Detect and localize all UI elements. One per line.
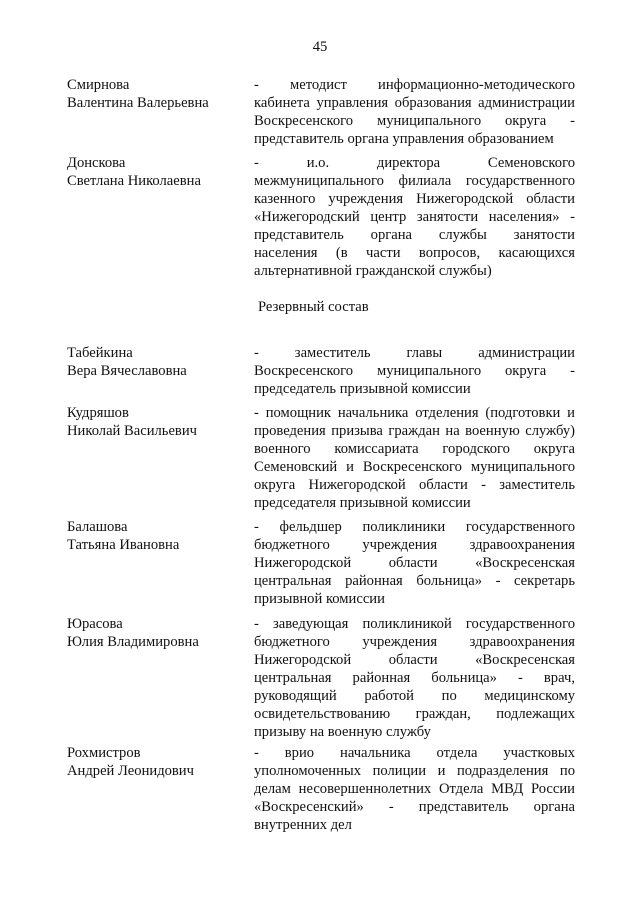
member-role	[254, 744, 575, 834]
role-line: - врио начальника отдела участковых	[254, 745, 575, 761]
page-number: 45	[312, 39, 328, 55]
role-line: населения (в части вопросов, касающихся	[254, 245, 575, 261]
member-role	[254, 404, 575, 512]
member-name	[67, 76, 252, 112]
role-line: председатель призывной комиссии	[254, 381, 471, 397]
member-given-names: Валентина Валерьевна	[67, 95, 209, 111]
role-line: «Воскресенский» - представитель органа	[254, 799, 575, 815]
role-line: делам несовершеннолетних Отдела МВД России	[254, 781, 575, 797]
member-name	[67, 615, 252, 651]
role-line: руководящий работой по медицинскому	[254, 688, 575, 704]
role-line: военного комиссариата городского округа	[254, 441, 575, 457]
role-line: - помощник начальника отделения (подготовки и	[254, 405, 575, 421]
role-line: центральная районная больница» - врач,	[254, 670, 575, 686]
member-role	[254, 615, 575, 741]
role-line: кабинета управления образования администрации	[254, 95, 575, 111]
role-line: округа Нижегородской области - заместитель	[254, 477, 575, 493]
member-given-names: Татьяна Ивановна	[67, 537, 180, 553]
role-line: бюджетного учреждения здравоохранения	[254, 537, 575, 553]
role-line: призывной комиссии	[254, 591, 385, 607]
member-name	[67, 154, 252, 190]
role-line: внутренних дел	[254, 817, 352, 833]
member-surname: Юрасова	[67, 616, 123, 632]
member-name	[67, 404, 252, 440]
member-surname: Смирнова	[67, 77, 130, 93]
member-surname: Донскова	[67, 155, 126, 171]
role-line: центральная районная больница» - секретарь	[254, 573, 575, 589]
role-line: Воскресенского муниципального округа -	[254, 113, 575, 129]
role-line: призыву на военную службу	[254, 724, 431, 740]
role-line: - и.о. директора Семеновского	[254, 155, 575, 171]
member-name	[67, 344, 252, 380]
member-given-names: Юлия Владимировна	[67, 634, 199, 650]
role-line: альтернативной гражданской службы)	[254, 263, 492, 279]
member-given-names: Вера Вячеславовна	[67, 363, 187, 379]
role-line: Семеновский и Воскресенского муниципального	[254, 459, 575, 475]
role-line: Воскресенского муниципального округа -	[254, 363, 575, 379]
role-line: казенного учреждения Нижегородской области	[254, 191, 575, 207]
role-line: Нижегородской области «Воскресенская	[254, 652, 575, 668]
role-line: Нижегородской области «Воскресенская	[254, 555, 575, 571]
role-line: представитель органа службы занятости	[254, 227, 575, 243]
role-line: - фельдшер поликлиники государственного	[254, 519, 575, 535]
role-line: - заведующая поликлиникой государственного	[254, 616, 575, 632]
role-line: представитель органа управления образованием	[254, 131, 554, 147]
role-line: бюджетного учреждения здравоохранения	[254, 634, 575, 650]
member-given-names: Андрей Леонидович	[67, 763, 194, 779]
member-role	[254, 518, 575, 608]
member-surname: Табейкина	[67, 345, 133, 361]
role-line: проведения призыва граждан на военную службу)	[254, 423, 575, 439]
member-role	[254, 76, 575, 148]
member-surname: Кудряшов	[67, 405, 129, 421]
member-name	[67, 518, 252, 554]
member-surname: Рохмистров	[67, 745, 141, 761]
member-given-names: Светлана Николаевна	[67, 173, 201, 189]
member-name	[67, 744, 252, 780]
role-line: уполномоченных полиции и подразделения по	[254, 763, 575, 779]
role-line: освидетельствованию граждан, подлежащих	[254, 706, 575, 722]
member-role	[254, 154, 575, 280]
role-line: - заместитель главы администрации	[254, 345, 575, 361]
role-line: - методист информационно-методического	[254, 77, 575, 93]
member-role	[254, 344, 575, 398]
reserve-section-title: Резервный состав	[258, 299, 369, 315]
role-line: «Нижегородский центр занятости населения» -	[254, 209, 575, 225]
role-line: председателя призывной комиссии	[254, 495, 471, 511]
member-surname: Балашова	[67, 519, 128, 535]
member-given-names: Николай Васильевич	[67, 423, 197, 439]
role-line: межмуниципального филиала государственного	[254, 173, 575, 189]
